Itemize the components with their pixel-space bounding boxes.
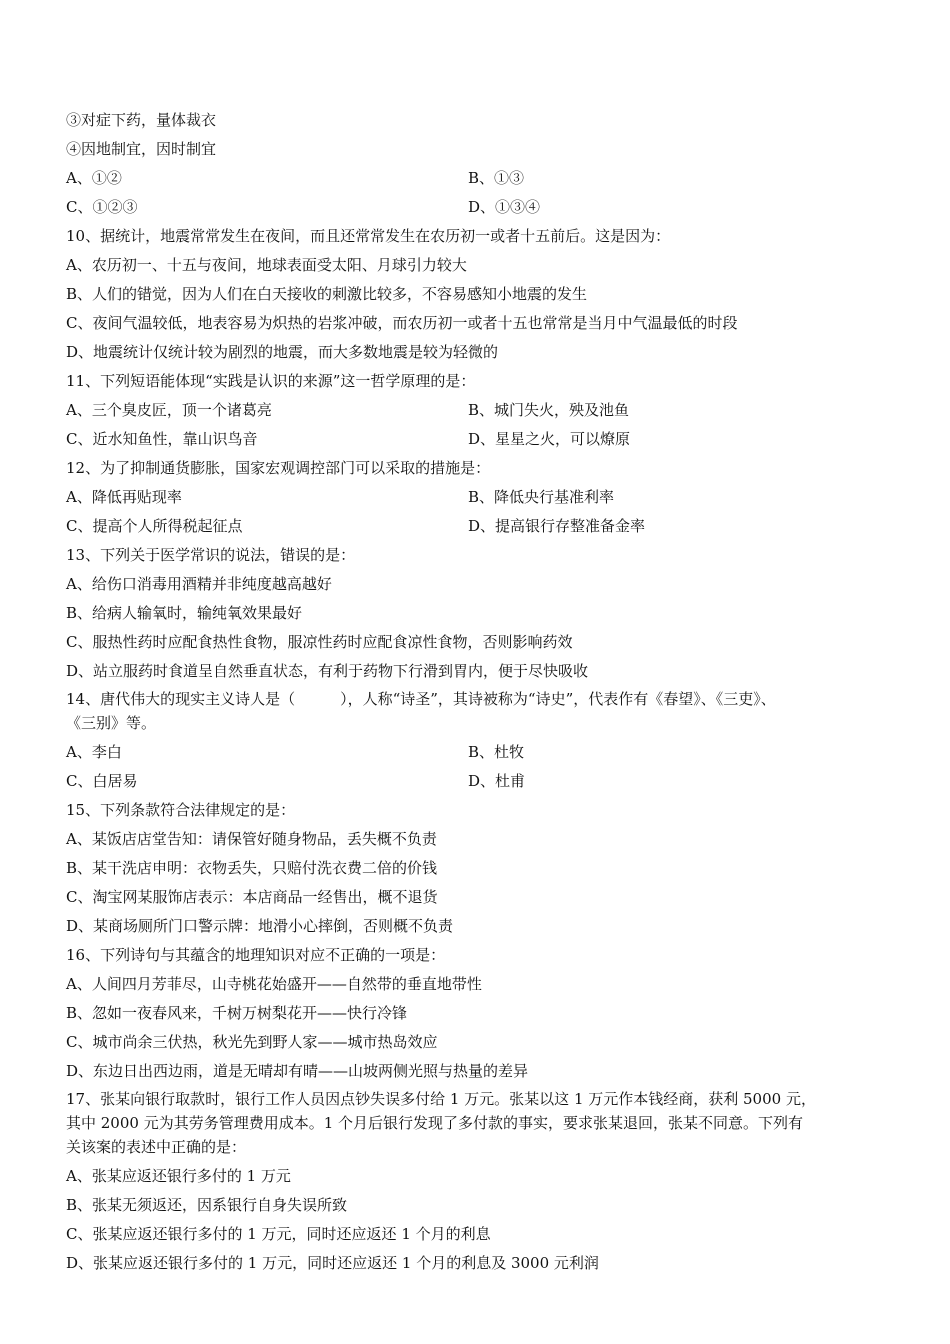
question-14-continued: 《三别》等。 — [66, 714, 157, 732]
option-d: D、提高银行存整准备金率 — [468, 517, 646, 535]
option-b: B、忽如一夜春风来，千树万树梨花开——快行冷锋 — [66, 1004, 408, 1022]
option-d: D、某商场厕所门口警示牌：地滑小心摔倒，否则概不负责 — [66, 917, 454, 935]
option-a: A、①② — [66, 169, 122, 187]
option-c: C、提高个人所得税起征点 — [66, 517, 243, 535]
option-d: D、杜甫 — [468, 772, 526, 790]
option-d: D、站立服药时食道呈自然垂直状态，有利于药物下行滑到胃内，便于尽快吸收 — [66, 662, 589, 680]
question-12: 12、为了抑制通货膨胀，国家宏观调控部门可以采取的措施是： — [66, 459, 491, 477]
question-16: 16、下列诗句与其蕴含的地理知识对应不正确的一项是： — [66, 946, 446, 964]
option-b: B、某干洗店申明：衣物丢失，只赔付洗衣费二倍的价钱 — [66, 859, 438, 877]
option-d: D、张某应返还银行多付的 1 万元，同时还应返还 1 个月的利息及 3000 元利润 — [66, 1254, 599, 1272]
option-d: D、地震统计仅统计较为剧烈的地震，而大多数地震是较为轻微的 — [66, 343, 499, 361]
option-c: C、服热性药时应配食热性食物，服凉性药时应配食凉性食物，否则影响药效 — [66, 633, 573, 651]
option-c: C、城市尚余三伏热，秋光先到野人家——城市热岛效应 — [66, 1033, 438, 1051]
text-line: ④因地制宜，因时制宜 — [66, 140, 217, 158]
option-c: C、夜间气温较低，地表容易为炽热的岩浆冲破，而农历初一或者十五也常常是当月中气温最低的时段 — [66, 314, 738, 332]
option-b: B、给病人输氧时，输纯氧效果最好 — [66, 604, 303, 622]
question-13: 13、下列关于医学常识的说法，错误的是： — [66, 546, 356, 564]
option-a: A、降低再贴现率 — [66, 488, 182, 506]
question-10: 10、据统计，地震常常发生在夜间，而且还常常发生在农历初一或者十五前后。这是因为： — [66, 227, 671, 245]
question-17-continued: 关该案的表述中正确的是： — [66, 1138, 247, 1156]
option-b: B、降低央行基准利率 — [468, 488, 615, 506]
option-a: A、农历初一、十五与夜间，地球表面受太阳、月球引力较大 — [66, 256, 467, 274]
option-c: C、白居易 — [66, 772, 138, 790]
option-a: A、人间四月芳菲尽，山寺桃花始盛开——自然带的垂直地带性 — [66, 975, 482, 993]
option-b: B、①③ — [468, 169, 525, 187]
option-d: D、星星之火，可以燎原 — [468, 430, 631, 448]
question-14: 14、唐代伟大的现实主义诗人是（ ），人称“诗圣”，其诗被称为“诗史”，代表作有《春望》、《三吏》、 — [66, 690, 776, 708]
option-a: A、李白 — [66, 743, 122, 761]
option-b: B、杜牧 — [468, 743, 525, 761]
option-a: A、某饭店店堂告知：请保管好随身物品，丢失概不负责 — [66, 830, 437, 848]
question-11: 11、下列短语能体现“实践是认识的来源”这一哲学原理的是： — [66, 372, 476, 390]
question-17-continued: 其中 2000 元为其劳务管理费用成本。1 个月后银行发现了多付款的事实，要求张某退回，张某不同意。下列有 — [66, 1114, 804, 1132]
option-a: A、三个臭皮匠，顶一个诸葛亮 — [66, 401, 272, 419]
option-c: C、①②③ — [66, 198, 138, 216]
option-c: C、淘宝网某服饰店表示：本店商品一经售出，概不退货 — [66, 888, 438, 906]
option-c: C、近水知鱼性，靠山识鸟音 — [66, 430, 258, 448]
option-a: A、张某应返还银行多付的 1 万元 — [66, 1167, 291, 1185]
option-d: D、东边日出西边雨，道是无晴却有晴——山坡两侧光照与热量的差异 — [66, 1062, 529, 1080]
option-a: A、给伤口消毒用酒精并非纯度越高越好 — [66, 575, 332, 593]
question-15: 15、下列条款符合法律规定的是： — [66, 801, 296, 819]
option-c: C、张某应返还银行多付的 1 万元，同时还应返还 1 个月的利息 — [66, 1225, 491, 1243]
option-b: B、人们的错觉，因为人们在白天接收的刺激比较多，不容易感知小地震的发生 — [66, 285, 588, 303]
question-17: 17、张某向银行取款时，银行工作人员因点钞失误多付给 1 万元。张某以这 1 万元作本钱经商，获利 5000 元， — [66, 1090, 816, 1108]
option-d: D、①③④ — [468, 198, 541, 216]
option-b: B、城门失火，殃及池鱼 — [468, 401, 630, 419]
option-b: B、张某无须返还，因系银行自身失误所致 — [66, 1196, 348, 1214]
text-line: ③对症下药，量体裁衣 — [66, 111, 217, 129]
